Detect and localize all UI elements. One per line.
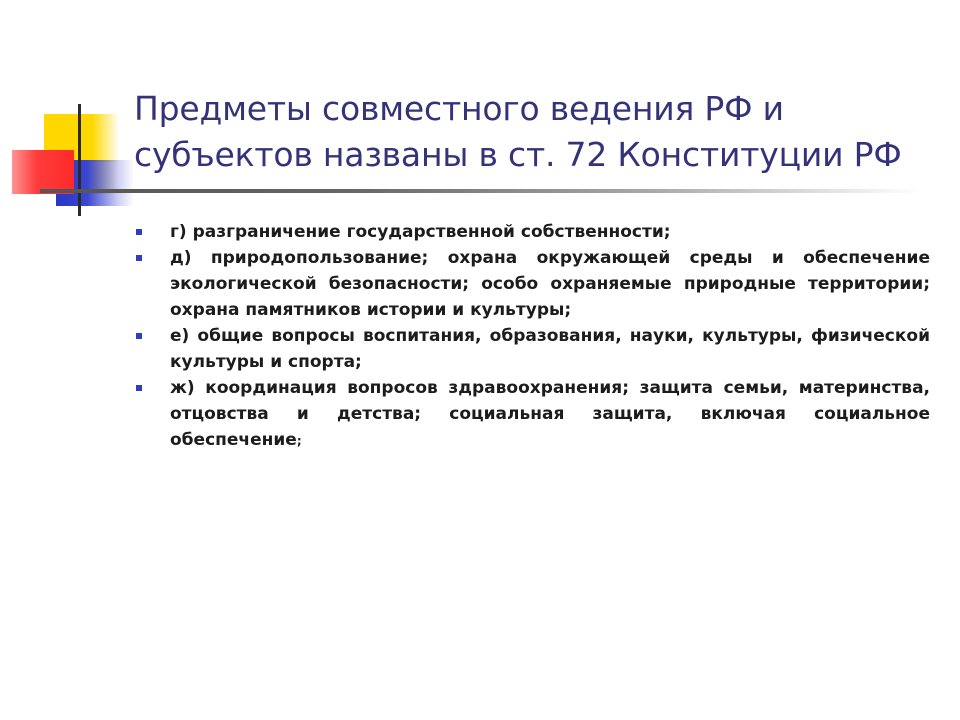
bullet-list xyxy=(134,219,930,454)
bullet-marker-icon xyxy=(136,333,142,339)
bullet-marker-icon xyxy=(136,255,142,261)
bullet-text-g: г) разграничение государственной собственности; xyxy=(170,222,671,242)
title-divider-line xyxy=(40,189,920,193)
deco-red-square xyxy=(12,150,74,194)
slide-title-line-2: субъектов названы в ст. 72 Конституции РФ xyxy=(134,135,902,174)
bullet-item-e xyxy=(134,323,930,375)
bullet-item-g xyxy=(134,219,930,245)
bullet-item-d xyxy=(134,245,930,323)
bullet-text-e: е) общие вопросы воспитания, образования, науки, культуры, физической культуры и спорта; xyxy=(170,326,930,372)
bullet-text-d: д) природопользование; охрана окружающей среды и обеспечение экологической безопасности; особо охраняемые природные территории; охрана памятников истории и культуры; xyxy=(170,248,930,320)
bullet-marker-icon xyxy=(136,229,142,235)
slide-title-line-1: Предметы совместного ведения РФ и xyxy=(134,89,784,128)
deco-vertical-line xyxy=(78,104,81,216)
bullet-text-zh-tail: ; xyxy=(296,434,302,448)
bullet-text-zh-body: ж) координация вопросов здравоохранения; защита семьи, материнства, отцовства и детства; социальная защита, включая социальное обеспечение xyxy=(170,378,930,450)
bullet-text-zh xyxy=(170,375,930,454)
slide-title xyxy=(134,86,934,178)
bullet-marker-icon xyxy=(136,385,142,391)
bullet-item-zh xyxy=(134,375,930,454)
